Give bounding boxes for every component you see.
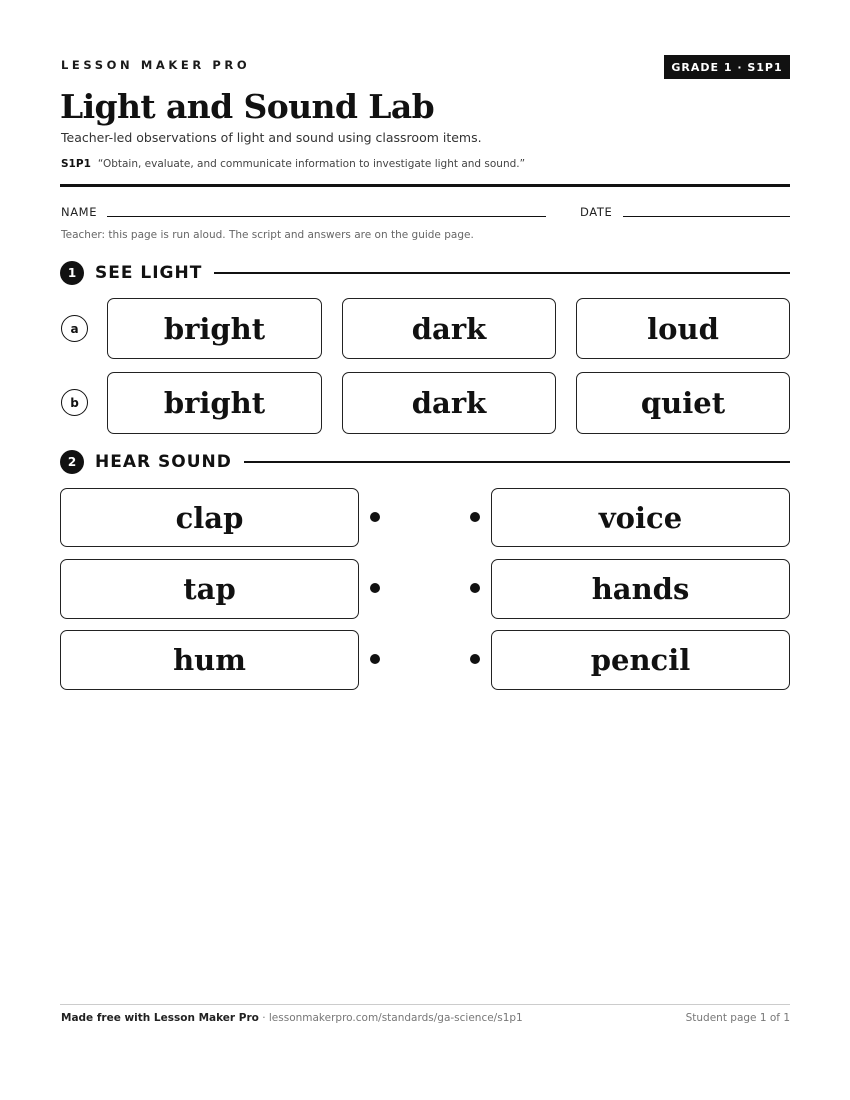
match-right-item[interactable]: hands xyxy=(491,559,790,619)
footer-made-with: Made free with Lesson Maker Pro xyxy=(61,1012,259,1024)
name-label: NAME xyxy=(61,205,98,219)
footer-divider xyxy=(60,1004,790,1005)
word-choice[interactable]: loud xyxy=(576,298,790,359)
match-right-item[interactable]: voice xyxy=(491,488,790,547)
match-left-item[interactable]: clap xyxy=(60,488,359,547)
standard-text: “Obtain, evaluate, and communicate information to investigate light and sound.” xyxy=(97,158,526,170)
match-dot[interactable] xyxy=(470,583,480,593)
teacher-note: Teacher: this page is run aloud. The script and answers are on the guide page. xyxy=(61,229,474,241)
standard-line xyxy=(61,157,525,171)
page-subtitle: Teacher-led observations of light and sound using classroom items. xyxy=(61,130,482,145)
footer-credit xyxy=(61,1012,523,1025)
match-right-item[interactable]: pencil xyxy=(491,630,790,690)
word-choice[interactable]: dark xyxy=(342,372,556,434)
section-number-badge: 1 xyxy=(60,261,84,285)
match-dot[interactable] xyxy=(370,512,380,522)
section-see-light xyxy=(60,261,790,285)
date-field[interactable] xyxy=(623,216,790,217)
match-dot[interactable] xyxy=(470,654,480,664)
section-rule xyxy=(244,461,790,463)
word-choice[interactable]: bright xyxy=(107,372,322,434)
word-choice[interactable]: bright xyxy=(107,298,322,359)
section-number-badge: 2 xyxy=(60,450,84,474)
row-letter-b: b xyxy=(61,389,88,416)
section-title: SEE LIGHT xyxy=(95,263,203,283)
standard-code: S1P1 xyxy=(61,158,91,170)
match-left-item[interactable]: tap xyxy=(60,559,359,619)
name-field[interactable] xyxy=(107,216,546,217)
match-dot[interactable] xyxy=(470,512,480,522)
footer-url[interactable]: lessonmakerpro.com/standards/ga-science/s1p1 xyxy=(268,1012,523,1024)
header-divider xyxy=(60,184,790,187)
match-dot[interactable] xyxy=(370,654,380,664)
match-dot[interactable] xyxy=(370,583,380,593)
word-choice[interactable]: dark xyxy=(342,298,556,359)
section-title: HEAR SOUND xyxy=(95,452,232,472)
grade-badge: GRADE 1 · S1P1 xyxy=(664,55,790,79)
row-letter-a: a xyxy=(61,315,88,342)
section-rule xyxy=(214,272,790,274)
section-hear-sound xyxy=(60,450,790,474)
word-choice[interactable]: quiet xyxy=(576,372,790,434)
match-left-item[interactable]: hum xyxy=(60,630,359,690)
page-title: Light and Sound Lab xyxy=(60,87,435,126)
footer-page-number: Student page 1 of 1 xyxy=(685,1012,790,1024)
brand-name: LESSON MAKER PRO xyxy=(61,58,251,72)
footer-separator: · xyxy=(258,1012,269,1024)
date-label: DATE xyxy=(580,205,613,219)
